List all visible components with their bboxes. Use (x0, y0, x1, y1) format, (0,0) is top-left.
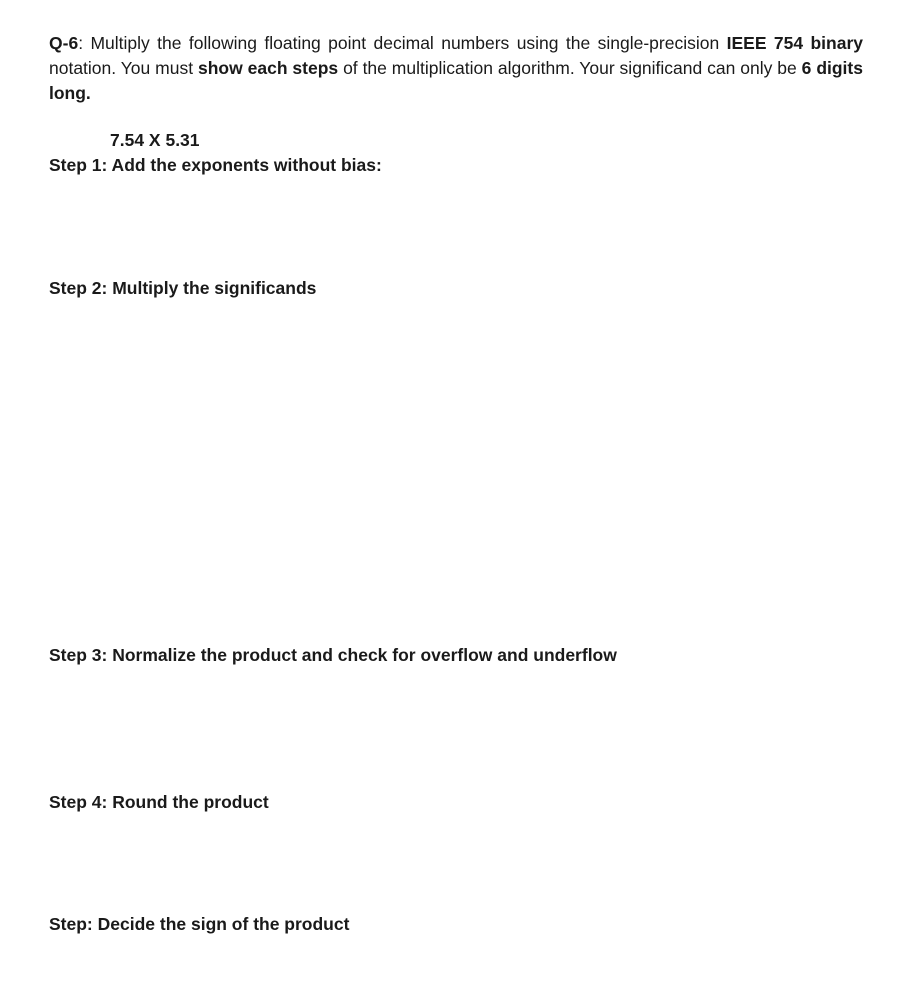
question-label: Q-6 (49, 33, 79, 53)
multiplication-expression: 7.54 X 5.31 (110, 130, 200, 150)
question-text-part-3: of the multiplication algorithm. Your significand can only be (338, 58, 802, 78)
question-emphasis-ieee: IEEE 754 binary (726, 33, 863, 53)
step-1-heading: Step 1: Add the exponents without bias: (49, 155, 382, 175)
question-emphasis-steps: show each steps (198, 58, 339, 78)
step-2-heading: Step 2: Multiply the significands (49, 278, 317, 298)
question-text (49, 31, 863, 106)
question-emphasis-digits: 6 digits long. (49, 58, 863, 103)
question-text-part-2: notation. You must (49, 58, 198, 78)
step-3-heading: Step 3: Normalize the product and check for overflow and underflow (49, 645, 617, 665)
question-text-part-1: Multiply the following floating point decimal numbers using the single-precision (90, 33, 727, 53)
step-sign-heading: Step: Decide the sign of the product (49, 914, 350, 934)
step-4-heading: Step 4: Round the product (49, 792, 269, 812)
question-sep: : (78, 33, 91, 53)
